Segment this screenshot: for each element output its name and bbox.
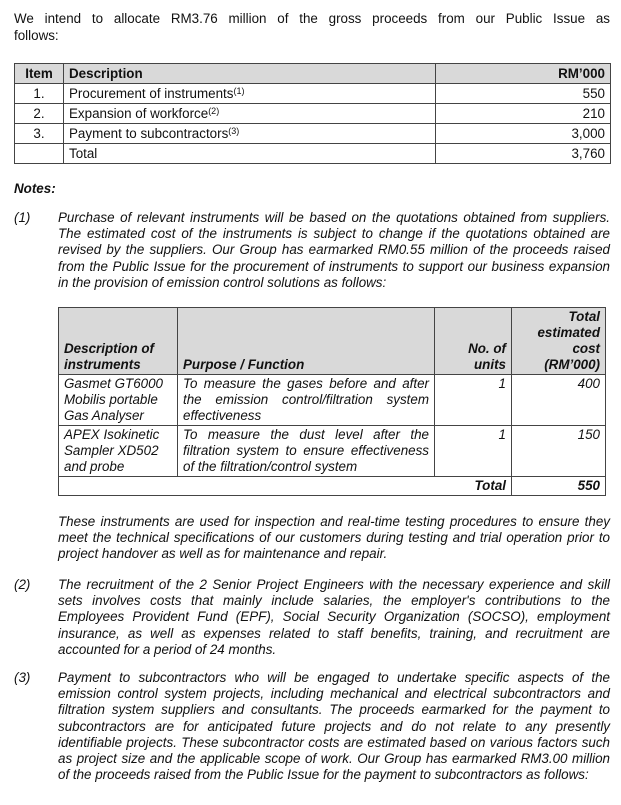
table-row xyxy=(15,104,611,124)
instrument-purpose: To measure the gases before and after the emission control/filtration system effectiveness xyxy=(178,375,435,426)
row-amount: 3,000 xyxy=(436,124,611,144)
total-label: Total xyxy=(64,144,436,164)
row-item: 2. xyxy=(15,104,64,124)
allocation-header-row xyxy=(15,64,611,84)
table-row xyxy=(15,124,611,144)
instruments-total-label: Total xyxy=(59,477,512,496)
instrument-units: 1 xyxy=(435,375,512,426)
note-1 xyxy=(14,210,610,291)
instrument-name: APEX Isokinetic Sampler XD502 and probe xyxy=(59,426,178,477)
notes-heading: Notes: xyxy=(14,181,56,196)
instrument-purpose: To measure the dust level after the filtration system to ensure effectiveness of the filtration/control system xyxy=(178,426,435,477)
instrument-units: 1 xyxy=(435,426,512,477)
table-row xyxy=(59,426,606,477)
instruments-table xyxy=(58,307,606,496)
header-purpose: Purpose / Function xyxy=(178,308,435,375)
note-text: The recruitment of the 2 Senior Project Engineers with the necessary experience and skill sets involves costs that mainly include salaries, the employer's contributions to the Employees Provident Fund (EPF), Social Security Organization (SOCSO), employment insurance, as well as expenses related to staff benefits, training, and recruitment are accounted for a period of 24 months. xyxy=(58,577,610,657)
instruments-total-cost: 550 xyxy=(512,477,606,496)
note-3 xyxy=(14,670,610,783)
note-text: Purchase of relevant instruments will be based on the quotations obtained from suppliers. The estimated cost of the instruments is subject to change if the quotations obtained are revised by the suppliers. Our Group has earmarked RM0.55 million of the proceeds raised from the Public Issue for the procurement of instruments to support our business expansion in the provision of emission control solutions as follows: xyxy=(58,210,610,290)
allocation-total-row xyxy=(15,144,611,164)
table-row xyxy=(59,375,606,426)
instrument-cost: 400 xyxy=(512,375,606,426)
header-units: No. of units xyxy=(435,308,512,375)
row-description: Payment to subcontractors$^{(3)}$ xyxy=(64,124,436,144)
row-amount: 550 xyxy=(436,84,611,104)
note-number: (3) xyxy=(14,670,31,685)
instruments-header-row xyxy=(59,308,606,375)
intro-paragraph xyxy=(14,10,610,44)
note-1-continuation: These instruments are used for inspection and real-time testing procedures to ensure they meet the technical specifications of our customers during testing and trial operation prior to project handover as well as for maintenance and repair. xyxy=(58,514,610,562)
note-number: (2) xyxy=(14,577,31,592)
row-item: 3. xyxy=(15,124,64,144)
note-ref: (1) xyxy=(233,86,245,96)
allocation-table xyxy=(14,63,611,164)
row-item: 1. xyxy=(15,84,64,104)
header-amount: RM’000 xyxy=(436,64,611,84)
table-row xyxy=(15,84,611,104)
row-description: Expansion of workforce$^{(2)}$ xyxy=(64,104,436,124)
header-description: Description xyxy=(64,64,436,84)
header-item: Item xyxy=(15,64,64,84)
header-cost: Total estimated cost (RM’000) xyxy=(512,308,606,375)
intro-line-2: follows: xyxy=(14,28,59,43)
note-ref: (3) xyxy=(228,126,240,136)
instrument-cost: 150 xyxy=(512,426,606,477)
note-ref: (2) xyxy=(208,106,220,116)
intro-line-1: We intend to allocate RM3.76 million of the gross proceeds from our Public Issue as xyxy=(14,11,610,26)
note-number: (1) xyxy=(14,210,31,225)
note-2 xyxy=(14,577,610,658)
note-text: Payment to subcontractors who will be engaged to undertake specific aspects of the emission control system projects, including mechanical and electrical subcontractors and filtration system suppliers and consultants. The proceeds earmarked for the payment to subcontractors are for anticipated future projects and do not relate to any presently identifiable projects. These subcontractor costs are estimated based on various factors such as project size and the applicable scope of work. Our Group has earmarked RM3.00 million of the proceeds raised from the Public Issue for the payment to subcontractors as follows: xyxy=(58,670,610,783)
total-amount: 3,760 xyxy=(436,144,611,164)
instrument-name: Gasmet GT6000 Mobilis portable Gas Analyser xyxy=(59,375,178,426)
header-instrument-description: Description of instruments xyxy=(59,308,178,375)
row-amount: 210 xyxy=(436,104,611,124)
instruments-total-row xyxy=(59,477,606,496)
row-description: Procurement of instruments$^{(1)}$ xyxy=(64,84,436,104)
